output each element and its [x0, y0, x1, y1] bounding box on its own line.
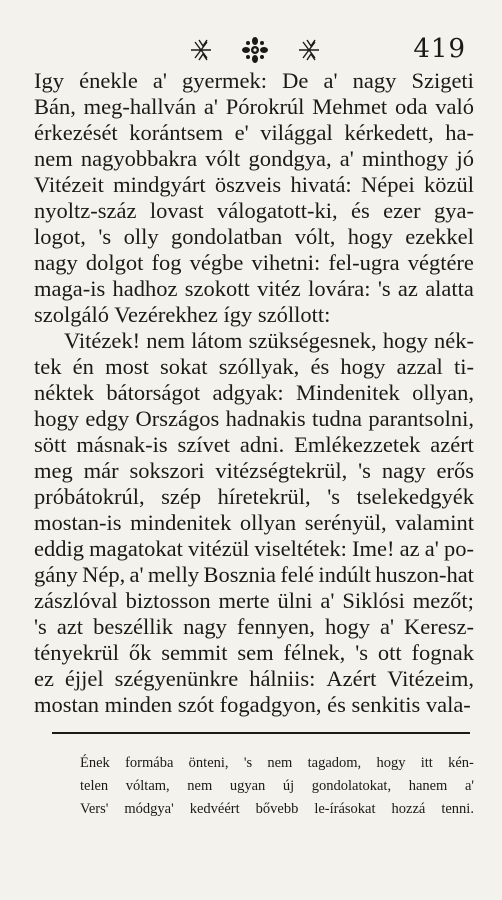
- word: huszon-hat: [375, 562, 474, 587]
- word: új: [282, 778, 295, 794]
- word: és: [310, 354, 330, 379]
- word: nem: [34, 146, 73, 171]
- word: adgyak:: [212, 380, 284, 405]
- word: a': [152, 68, 167, 93]
- word: Bán,: [34, 94, 76, 119]
- word: valamint: [395, 510, 474, 535]
- word: ti-: [453, 354, 474, 379]
- text-line: [34, 666, 474, 692]
- word: világgal: [260, 120, 333, 145]
- word: közül: [423, 172, 474, 197]
- word: Vitézeim,: [387, 666, 474, 691]
- word: tagadom,: [307, 755, 362, 771]
- word: Bosznia: [203, 562, 276, 587]
- word: melly: [147, 562, 200, 587]
- word: hivatá:: [290, 172, 352, 197]
- word: hogy: [382, 328, 428, 353]
- word: a': [424, 536, 439, 561]
- text-line: [34, 146, 474, 172]
- word: mostan-is: [34, 510, 122, 535]
- word: azért: [430, 432, 474, 457]
- word: az: [399, 536, 420, 561]
- word: Igy: [34, 68, 64, 93]
- text-line: [34, 458, 474, 484]
- word: szégyenünkre: [114, 666, 239, 691]
- word: nagyobbakra: [80, 146, 198, 171]
- text-line: [80, 798, 474, 821]
- word: sokat: [160, 354, 208, 379]
- word: nem: [187, 778, 213, 794]
- text-line: [34, 562, 474, 588]
- word: Mehmet: [312, 94, 388, 119]
- word: olly: [123, 224, 159, 249]
- word: 's: [358, 458, 371, 483]
- word: lovast: [149, 198, 204, 223]
- word: válogatott-ki,: [216, 198, 338, 223]
- word: alatta: [425, 276, 474, 301]
- word: fog: [151, 250, 182, 275]
- word: az: [397, 276, 418, 301]
- word: Pórokrúl: [225, 94, 305, 119]
- word: Vitézek!: [64, 328, 141, 353]
- word: ők: [128, 640, 152, 665]
- text-line: [34, 406, 474, 432]
- text-line: [34, 614, 474, 640]
- text-line: [34, 198, 474, 224]
- word: beszéllik: [93, 614, 174, 639]
- word: szükségesnek,: [248, 328, 377, 353]
- word: ollyan,: [412, 380, 474, 405]
- word: próbátokrúl,: [34, 484, 145, 509]
- word: énekle: [79, 68, 138, 93]
- text-line: [34, 536, 474, 562]
- word: lovára:: [308, 276, 371, 301]
- word: Azért: [326, 666, 377, 691]
- word: nagy: [381, 458, 426, 483]
- page-number: 419: [413, 34, 466, 64]
- word: néktek: [34, 380, 94, 405]
- word: gondgya,: [248, 146, 332, 171]
- word: gyermek:: [182, 68, 268, 93]
- word: gány: [34, 562, 78, 587]
- word: ott: [377, 640, 402, 665]
- word: nem: [146, 328, 186, 353]
- word: 's: [98, 224, 112, 249]
- word: tselekedgyék: [356, 484, 474, 509]
- word: 's: [355, 640, 368, 665]
- word: Keresz-: [404, 614, 474, 639]
- word: Vers': [80, 801, 109, 817]
- word: gondolatokat,: [311, 778, 392, 794]
- word: látom: [191, 328, 243, 353]
- word: most: [105, 354, 149, 379]
- word: 's: [243, 755, 253, 771]
- word: logot,: [34, 224, 86, 249]
- word: Népei: [360, 172, 415, 197]
- text-line: [34, 510, 474, 536]
- word: vólt: [205, 146, 241, 171]
- word: híretekrül,: [217, 484, 311, 509]
- word: a': [129, 562, 144, 587]
- word: merte: [218, 588, 270, 613]
- word: adni.: [239, 432, 285, 457]
- word: nagy: [183, 614, 227, 639]
- word: 's: [327, 484, 340, 509]
- word: indúlt: [318, 562, 371, 587]
- word: ollyan: [239, 510, 297, 535]
- word: vólt,: [294, 224, 336, 249]
- text-line: [34, 68, 474, 94]
- word: Ime!: [352, 536, 395, 561]
- text-line: [34, 172, 474, 198]
- word: szóllyak,: [218, 354, 300, 379]
- footnote: [80, 752, 474, 821]
- word: hanem: [408, 778, 448, 794]
- word: a': [203, 94, 218, 119]
- word: hálniis:: [249, 666, 316, 691]
- word: önteni,: [188, 755, 229, 771]
- text-line: [34, 120, 474, 146]
- word: a': [464, 778, 474, 794]
- word: hadhoz: [112, 276, 178, 301]
- word: viseltétek:: [254, 536, 347, 561]
- word: meg-hallván: [83, 94, 197, 119]
- word: fognak: [411, 640, 474, 665]
- word: hozzá: [391, 801, 426, 817]
- word: hogy: [340, 354, 386, 379]
- word: tényekrül: [34, 640, 119, 665]
- word: ez: [34, 666, 54, 691]
- word: végbe: [189, 250, 244, 275]
- word: Nép,: [82, 562, 126, 587]
- word: gondolatban: [171, 224, 283, 249]
- word: itt: [420, 755, 433, 771]
- word: oda: [394, 94, 428, 119]
- word: tek: [34, 354, 62, 379]
- word: érkezését: [34, 120, 118, 145]
- word: minthogy: [362, 146, 449, 171]
- word: ezekkel: [405, 224, 474, 249]
- word: másnak-is: [76, 432, 168, 457]
- word: én: [72, 354, 94, 379]
- text-line: mostan minden szót fogadgyon, és senkitis vala-: [34, 692, 471, 717]
- word: nyoltz-száz: [34, 198, 137, 223]
- word: maga-is: [34, 276, 106, 301]
- word: mindenitek: [130, 510, 232, 535]
- word: mezőt;: [412, 588, 474, 613]
- word: edgy: [85, 406, 130, 431]
- body-text: [34, 68, 474, 718]
- word: hogy: [34, 406, 79, 431]
- word: 's: [377, 276, 391, 301]
- word: tenni.: [441, 801, 474, 817]
- word: fennyen,: [236, 614, 315, 639]
- text-line: [34, 380, 474, 406]
- word: szívet: [177, 432, 231, 457]
- word: korántsem: [129, 120, 224, 145]
- word: kedvéért: [189, 801, 240, 817]
- word: végtére: [407, 250, 474, 275]
- text-line: [34, 432, 474, 458]
- word: parantsolni,: [368, 406, 474, 431]
- word: szokott: [184, 276, 250, 301]
- word: félnek,: [283, 640, 346, 665]
- word: éjjel: [64, 666, 104, 691]
- word: módgya': [124, 801, 174, 817]
- word: ülni: [277, 588, 313, 613]
- word: hogy: [347, 224, 393, 249]
- word: való: [435, 94, 474, 119]
- word: már: [83, 458, 119, 483]
- word: azzal: [396, 354, 443, 379]
- word: Szigeti: [411, 68, 474, 93]
- word: vitézségtekrül,: [215, 458, 348, 483]
- word: felé: [280, 562, 315, 587]
- word: De: [282, 68, 309, 93]
- text-line: [34, 224, 474, 250]
- word: po-: [443, 536, 474, 561]
- word: bátorságot: [106, 380, 201, 405]
- word: Siklósi: [342, 588, 405, 613]
- text-line: [34, 640, 474, 666]
- word: Országos: [135, 406, 220, 431]
- word: vóltam,: [125, 778, 170, 794]
- word: és: [350, 198, 370, 223]
- word: e': [234, 120, 249, 145]
- text-line: [34, 94, 474, 120]
- word: hogy: [376, 755, 406, 771]
- word: ezer: [383, 198, 421, 223]
- word: meg: [34, 458, 73, 483]
- word: semmit: [161, 640, 228, 665]
- footnote-divider: [52, 732, 470, 734]
- word: ha-: [445, 120, 474, 145]
- word: sokszori: [129, 458, 205, 483]
- word: Vitézeit: [34, 172, 104, 197]
- word: a': [379, 614, 395, 639]
- word: vihetni:: [251, 250, 321, 275]
- word: öszveis: [214, 172, 282, 197]
- word: gya-: [433, 198, 474, 223]
- page-header: [0, 32, 502, 72]
- text-line: szolgáló Vezérekhez így szóllott:: [34, 302, 331, 327]
- word: kén-: [448, 755, 474, 771]
- word: mindgyárt: [113, 172, 206, 197]
- word: magatokat: [89, 536, 183, 561]
- word: vitézül: [188, 536, 250, 561]
- text-line: [34, 328, 474, 354]
- text-line: [80, 775, 474, 798]
- word: le-írásokat: [314, 801, 376, 817]
- word: Emlékezzetek: [294, 432, 421, 457]
- word: formába: [125, 755, 174, 771]
- word: kérkedett,: [344, 120, 434, 145]
- word: telen: [80, 778, 109, 794]
- word: nagy: [352, 68, 397, 93]
- word: eddig: [34, 536, 84, 561]
- text-line: [34, 588, 474, 614]
- word: a': [323, 68, 338, 93]
- decorative-vignette-icon: [185, 36, 325, 64]
- word: nem: [267, 755, 293, 771]
- word: 's: [34, 614, 47, 639]
- word: szép: [161, 484, 202, 509]
- word: sem: [237, 640, 274, 665]
- word: Ének: [80, 755, 110, 771]
- word: tudna: [311, 406, 362, 431]
- text-line: [34, 354, 474, 380]
- text-line: [34, 276, 474, 302]
- word: biztosson: [125, 588, 211, 613]
- word: azt: [56, 614, 84, 639]
- word: nagy: [34, 250, 78, 275]
- word: sött: [34, 432, 67, 457]
- word: bővebb: [255, 801, 299, 817]
- word: hogy: [324, 614, 370, 639]
- word: Mindenitek: [296, 380, 400, 405]
- word: a': [320, 588, 335, 613]
- word: serényül,: [304, 510, 387, 535]
- word: jó: [456, 146, 474, 171]
- text-line: [34, 250, 474, 276]
- word: dolgot: [85, 250, 144, 275]
- word: erős: [436, 458, 474, 483]
- word: hadnakis: [225, 406, 306, 431]
- text-line: [80, 752, 474, 775]
- word: vitéz: [257, 276, 301, 301]
- word: a': [339, 146, 354, 171]
- word: zászlóval: [34, 588, 118, 613]
- text-line: [34, 484, 474, 510]
- word: ugyan: [229, 778, 266, 794]
- word: nék-: [433, 328, 474, 353]
- word: fel-ugra: [328, 250, 400, 275]
